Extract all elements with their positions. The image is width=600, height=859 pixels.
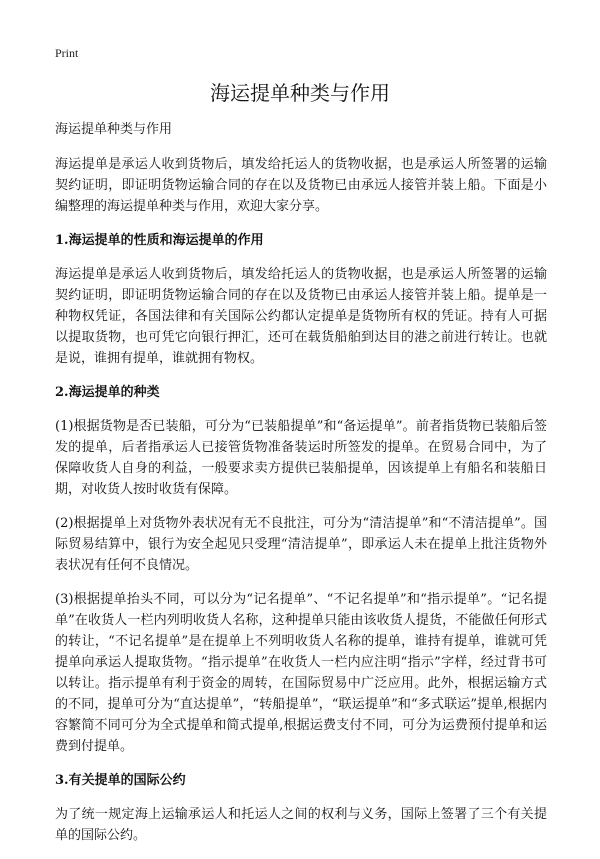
- section-2: [55, 382, 547, 757]
- section-paragraph: 海运提单是承运人收到货物后，填发给托运人的货物收据，也是承运人所签署的运输契约证明，即证明货物运输合同的存在以及货物已由承运人接管并装上船。提单是一种物权凭证，各国法律和有关国际公约都认定提单是货物所有权的凭证。持有人可据以提取货物，也可凭它向银行押汇，还可在载货船舶到达目的港之前进行转让。也就是说，谁拥有提单，谁就拥有物权。: [55, 267, 547, 366]
- section-paragraph: 为了统一规定海上运输承运人和托运人之间的权利与义务，国际上签署了三个有关提单的国际公约。: [55, 807, 547, 843]
- section-3: [55, 770, 547, 846]
- document-body: [55, 119, 547, 859]
- section-heading: 3.有关提单的国际公约: [55, 773, 186, 788]
- section-paragraph: (3)根据提单抬头不同，可以分为“记名提单”、“不记名提单”和“指示提单”。“记名提单”在收货人一栏内列明收货人名称，这种提单只能由该收货人提货，不能做任何形式的转让，“不记名提单”是在提单上不列明收货人名称的提单，谁持有提单，谁就可凭提单向承运人提取货物。“指示提单”在收货人一栏内应注明“指示”字样，经过背书可以转让。指示提单有利于资金的周转，在国际贸易中广泛应用。此外，根据运输方式的不同，提单可分为“直达提单”，“转船提单”，“联运提单”和“多式联运”提单,根据内容繁简不同可分为全式提单和简式提单,根据运费支付不同，可分为运费预付提单和运费到付提单。: [55, 592, 547, 754]
- section-1: [55, 230, 547, 369]
- section-paragraph: (1)根据货物是否已装船，可分为“已装船提单”和“备运提单”。前者指货物已装船后签发的提单，后者指承运人已接管货物准备装运时所签发的提单。在贸易合同中，为了保障收货人自身的利益，一般要求卖方提供已装船提单，因该提单上有船名和装船日期，对收货人按时收货有保障。: [55, 419, 547, 497]
- section-paragraph: (2)根据提单上对货物外表状况有无不良批注，可分为“清洁提单”和“不清洁提单”。国际贸易结算中，银行为安全起见只受理“清洁提单”，即承运人未在提单上批注货物外表状况有任何不良情况。: [55, 516, 547, 573]
- document-subtitle: 海运提单种类与作用: [55, 122, 173, 137]
- intro-paragraph: 海运提单是承运人收到货物后，填发给托运人的货物收据，也是承运人所签署的运输契约证明，即证明货物运输合同的存在以及货物已由承远人接管并装上船。下面是小编整理的海运提单种类与作用，欢迎大家分享。: [55, 157, 547, 214]
- section-heading: 1.海运提单的性质和海运提单的作用: [55, 233, 264, 248]
- section-heading: 2.海运提单的种类: [55, 385, 160, 400]
- document-title: 海运提单种类与作用: [210, 81, 390, 105]
- print-label: Print: [55, 46, 79, 60]
